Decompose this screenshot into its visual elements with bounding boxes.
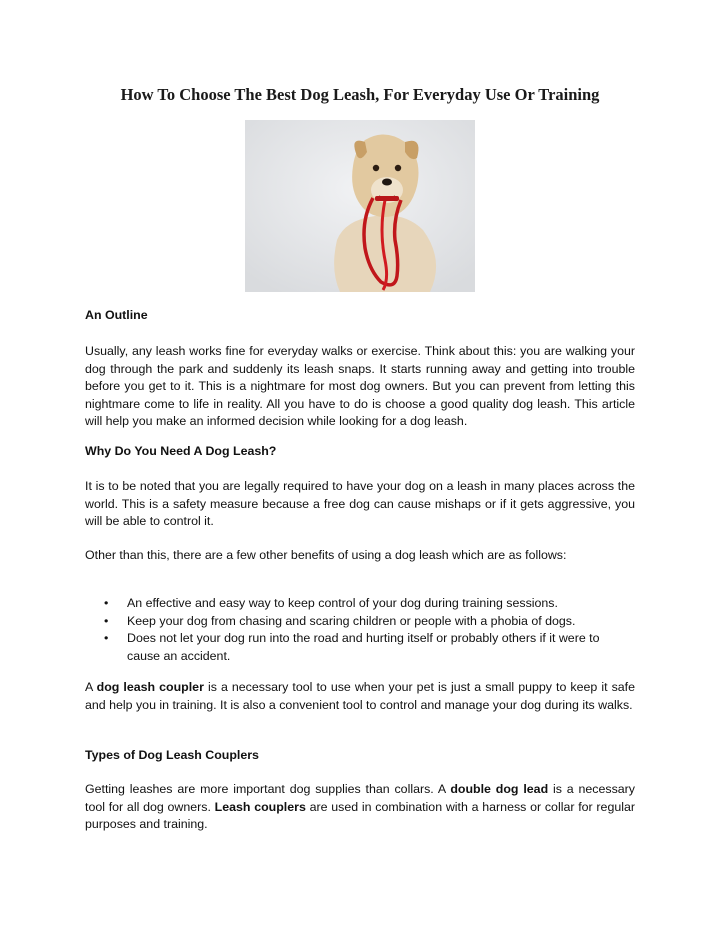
paragraph-why: It is to be noted that you are legally required to have your dog on a leash in many places across the world. This is a safety measure because a free dog can cause mishaps or if it gets aggressive, you will be able to control it. — [85, 479, 635, 528]
list-item: • An effective and easy way to keep control of your dog during training sessions. — [85, 595, 635, 613]
page-title: How To Choose The Best Dog Leash, For Everyday Use Or Training — [120, 85, 600, 104]
bold-term-dog-leash-coupler: dog leash coupler — [96, 680, 204, 694]
paragraph-types: Getting leashes are more important dog supplies than collars. A double dog lead is a necessary tool for all dog owners. Leash couplers are used in combination with a harness or collar for regular purposes and training. — [85, 782, 635, 831]
list-item: • Keep your dog from chasing and scaring children or people with a phobia of dogs. — [85, 613, 635, 631]
paragraph-outline: Usually, any leash works fine for everyday walks or exercise. Think about this: you are walking your dog through the park and suddenly its leash snaps. It starts running away and getting into trouble before you get to it. This is a nightmare for most dog owners. But you can prevent from letting this nightmare come to life in reality. All you have to do is choose a good quality dog leash. This article will help you make an informed decision while looking for a dog leash. — [85, 344, 635, 428]
benefits-list — [85, 595, 635, 665]
section-heading-why: Why Do You Need A Dog Leash? — [85, 444, 277, 458]
bullet-icon: • — [104, 631, 109, 645]
dog-with-leash-photo — [245, 120, 475, 292]
list-item: • Does not let your dog run into the road and hurting itself or probably others if it were to cause an accident. — [104, 631, 600, 663]
bold-term-double-dog-lead: double dog lead — [450, 782, 549, 796]
bold-term-leash-couplers: Leash couplers — [214, 799, 306, 814]
paragraph-benefits-intro: Other than this, there are a few other benefits of using a dog leash which are as follows: — [85, 548, 567, 562]
section-heading-outline: An Outline — [85, 308, 148, 322]
section-heading-types: Types of Dog Leash Couplers — [85, 748, 259, 762]
bullet-icon: • — [104, 613, 109, 628]
bullet-icon: • — [104, 596, 109, 610]
paragraph-coupler: A dog leash coupler is a necessary tool to use when your pet is just a small puppy to keep it safe and help you in training. It is also a convenient tool to control and manage your dog during its walks. — [85, 680, 635, 712]
